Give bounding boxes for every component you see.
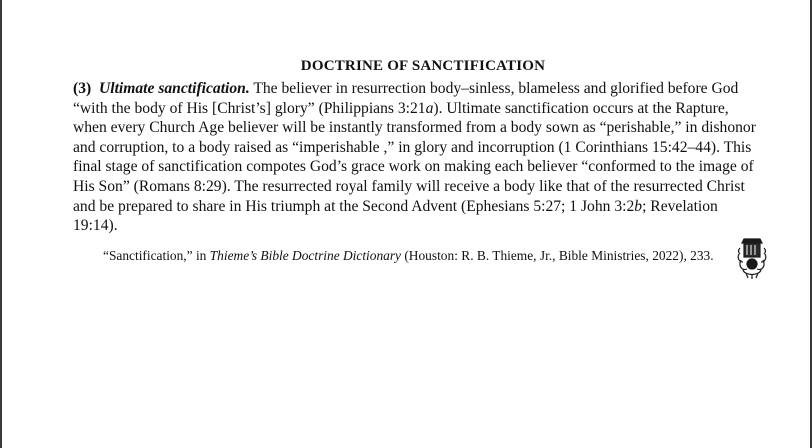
doctrine-paragraph xyxy=(73,79,763,236)
paragraph-text-2: ). Ultimate sanctification occurs at the Rapture, when every Church Age believer will be instantly transformed from a body sown as “perishable,” in dishonor and corruption, to a body raised as “imperishable ,” in glory and incorruption (1 Corinthians 15:42–44). This final stage of sanctification compotes God’s grace work on making each believer “conformed to the image of His Son” (Romans 8:29). The resurrected royal family will receive a body like that of the resurrected Christ and be prepared to share in His triumph at the Second Advent (Ephesians 5:27; 1 John 3:2 xyxy=(73,99,756,215)
paragraph-verse-suffix-a: a xyxy=(425,99,434,117)
paragraph-heading: Ultimate sanctification. xyxy=(98,80,250,97)
citation-text xyxy=(103,248,714,264)
paragraph-verse-suffix-b: b xyxy=(634,197,643,215)
publisher-seal-icon xyxy=(735,236,769,280)
citation-row xyxy=(103,236,783,282)
doctrine-title: DOCTRINE OF SANCTIFICATION xyxy=(300,58,546,74)
paragraph-text-3: ; Revelation 19:14). xyxy=(73,197,718,235)
window-left-border xyxy=(0,0,2,448)
paragraph-number: (3) xyxy=(73,80,92,97)
citation-lead: “Sanctification,” in xyxy=(103,248,210,263)
citation-rest: (Houston: R. B. Thieme, Jr., Bible Ministries, 2022), 233. xyxy=(401,248,714,263)
paragraph-text-1: The believer in resurrection body–sinless, blameless and glorified before God “with the body of His [Christ’s] glory” (Philippians 3:21 xyxy=(73,80,739,117)
document-page xyxy=(73,58,763,236)
citation-book-title: Thieme’s Bible Doctrine Dictionary xyxy=(209,248,401,263)
